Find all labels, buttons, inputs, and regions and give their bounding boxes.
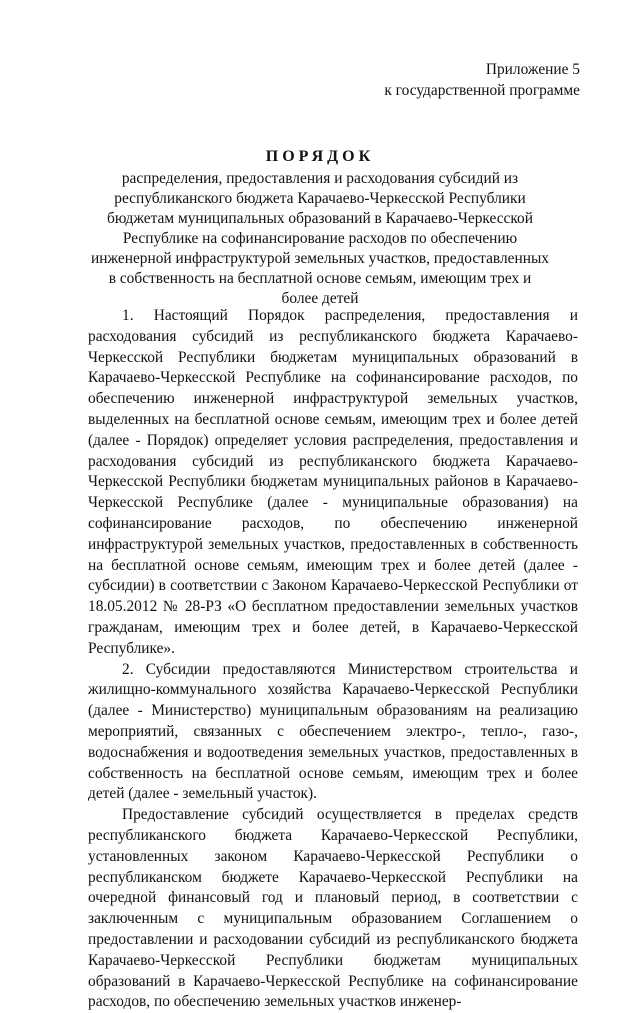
document-subtitle: распределения, предоставления и расходования субсидий из республиканского бюджета Карачаево-Черкесской Республики бюджетам муниципальных образований в Карачаево-Черкесской Республике на софинансирование расходов по обеспечению инженерной инфраструктурой земельных участков, предоставленных в собственность на бесплатной основе семьям, имеющим трех и более детей <box>91 170 549 307</box>
document-title: ПОРЯДОК <box>265 148 375 165</box>
paragraph-3: Предоставление субсидий осуществляется в пределах средств республиканского бюджета Карачаево-Черкесской Республики, установленных законом Карачаево-Черкесской Республики о республиканском бюджете Карачаево-Черкесской Республики на очередной финансовый год и плановый период, в соответствии с заключенным с муниципальным образованием Соглашением о предоставлении и расходовании субсидий из республиканского бюджета Карачаево-Черкесской Республики бюджетам муниципальных образований в Карачаево-Черкесской Республике на софинансирование расходов, по обеспечению земельных участков инженер- <box>88 806 578 1011</box>
paragraph-1: 1. Настоящий Порядок распределения, предоставления и расходования субсидий из республиканского бюджета Карачаево-Черкесской Республики бюджетам муниципальных образований в Карачаево-Черкесской Республике на софинансирование расходов, по обеспечению инженерной инфраструктурой земельных участков, выделенных на бесплатной основе семьям, имеющим трех и более детей (далее - Порядок) определяет условия распределения, предоставления и расходования субсидий из республиканского бюджета Карачаево-Черкесской Республики бюджетам муниципальных районов в Карачаево-Черкесской Республике (далее - муниципальные образования) на софинансирование расходов, по обеспечению инженерной инфраструктурой земельных участков, предоставленных в собственность на бесплатной основе семьям, имеющим трех и более детей (далее - субсидии) в соответствии с Законом Карачаево-Черкесской Республики от 18.05.2012 № 28-РЗ «О бесплатном предоставлении земельных участков гражданам, имеющим трех и более детей, в Карачаево-Черкесской Республике». <box>88 307 578 657</box>
appendix-reference: к государственной программе <box>384 82 580 99</box>
document-body <box>88 306 578 1013</box>
title-block <box>90 147 550 309</box>
appendix-header <box>384 59 580 101</box>
appendix-number: Приложение 5 <box>485 61 580 78</box>
paragraph-2: 2. Субсидии предоставляются Министерством строительства и жилищно-коммунального хозяйства Карачаево-Черкесской Республики (далее - Министерство) муниципальным образованиям на реализацию мероприятий, связанных с обеспечением электро-, тепло-, газо-, водоснабжения и водоотведения земельных участков, предоставленных в собственность на бесплатной основе семьям, имеющим трех и более детей (далее - земельный участок). <box>88 660 578 803</box>
